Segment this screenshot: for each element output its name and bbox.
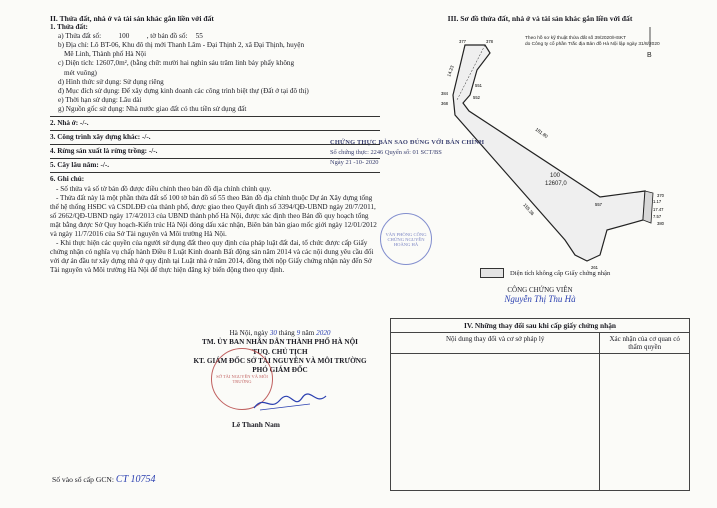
divider bbox=[50, 130, 380, 131]
point-label: 380 bbox=[657, 221, 664, 226]
signing-date bbox=[170, 329, 390, 338]
cert-stamp-line1: CHỨNG THỰC BẢN SAO ĐÚNG VỚI BẢN CHÍNH bbox=[330, 139, 485, 146]
parcel-area-label: 12607,0 bbox=[545, 181, 567, 187]
year-label: năm bbox=[301, 329, 315, 337]
term-row: e) Thời hạn sử dụng: Lâu dài bbox=[58, 95, 142, 104]
origin-row: g) Nguồn gốc sử dụng: Nhà nước giao đất có thu tiền sử dụng đất bbox=[58, 104, 247, 113]
notary-name: Nguyễn Thị Thu Hà bbox=[504, 294, 576, 304]
dimension-label: 7.57 bbox=[653, 214, 662, 219]
point-label: 552 bbox=[473, 95, 480, 100]
land-header: 1. Thửa đất: bbox=[50, 23, 88, 32]
dimension-label: 155.36 bbox=[522, 202, 536, 217]
parcel-number: 100 bbox=[118, 32, 130, 41]
point-label: 384 bbox=[441, 91, 448, 96]
use-form-row: d) Hình thức sử dụng: Sử dụng riêng bbox=[58, 77, 164, 86]
on-behalf: TUQ. CHỦ TỊCH bbox=[252, 347, 308, 356]
cert-stamp-line3: Ngày 21 -10- 2020 bbox=[330, 159, 379, 166]
notary-title: CÔNG CHỨNG VIÊN bbox=[507, 286, 573, 294]
parcel-number-label: a) Thửa đất số: bbox=[58, 32, 102, 41]
month-label: tháng bbox=[278, 329, 295, 337]
notary-block bbox=[440, 286, 640, 304]
purpose-row: đ) Mục đích sử dụng: Để xây dựng kinh doanh các công trình biệt thự (Đất ở tại đô thị) bbox=[58, 86, 309, 95]
map-section bbox=[390, 14, 690, 23]
parcel-number-label: 100 bbox=[550, 173, 561, 179]
map-note-1: Theo hồ sơ kỹ thuật thửa đất số 39/2020/HSKT bbox=[525, 36, 627, 41]
parcel-number-row bbox=[50, 32, 380, 41]
area-row-2: mét vuông) bbox=[64, 68, 97, 77]
changes-table bbox=[390, 318, 690, 491]
gcn-serial bbox=[52, 474, 155, 485]
notary-seal-icon bbox=[380, 213, 432, 265]
director-title: KT. GIÁM ĐỐC SỞ TÀI NGUYÊN VÀ MÔI TRƯỜNG bbox=[193, 356, 367, 365]
area-row: c) Diện tích: 12607,0m², (bằng chữ: mười hai nghìn sáu trăm linh bảy phẩy không bbox=[58, 59, 295, 68]
excluded-area bbox=[643, 191, 653, 223]
map-sheet-label: , tờ bản đồ số: bbox=[146, 32, 188, 41]
changes-col-confirm: Xác nhận của cơ quan có thẩm quyền bbox=[600, 333, 690, 354]
house-row: 2. Nhà ở: -/-. bbox=[50, 119, 89, 128]
point-label: 557 bbox=[595, 202, 602, 207]
seal-text: SỞ TÀI NGUYÊN VÀ MÔI TRƯỜNG bbox=[216, 374, 268, 384]
legend-text: Diện tích không cấp Giấy chứng nhận bbox=[510, 269, 611, 277]
map-sheet-number: 55 bbox=[195, 32, 203, 41]
date-prefix: Hà Nội, ngày bbox=[229, 329, 269, 337]
dimension-label: 17.47 bbox=[653, 207, 664, 212]
dimension-label: 181.80 bbox=[534, 126, 549, 140]
forest-row: 4. Rừng sản xuất là rừng trồng: -/-. bbox=[50, 147, 158, 156]
note-item: - Khi thực hiện các quyền của người sử dụng đất theo quy định của pháp luật đất đai, tổ chức được cấp Giấy chứng nhận có nghĩa vụ chấp hành Điều 8 Luật Kinh doanh Bất động sản năm 2014 và các nội dung yêu cầu đối với dự án đầu tư xây dựng nhà ở quy định tại Luật nhà ở năm 2014, đồng thời nộp Giấy chứng nhận này đến Sở Tài nguyên và Môi trường Hà Nội để thực hiện đăng ký biến động theo quy định. bbox=[50, 239, 374, 275]
changes-title: IV. Những thay đổi sau khi cấp giấy chứng nhận bbox=[391, 319, 690, 333]
date-month: 9 bbox=[296, 329, 301, 337]
certified-copy-stamp bbox=[330, 138, 500, 168]
point-label: 378 bbox=[486, 39, 493, 44]
map-legend bbox=[480, 268, 610, 278]
serial-value: CT 10754 bbox=[115, 474, 156, 485]
section-iii-title: III. Sơ đồ thửa đất, nhà ở và tài sản khác gắn liền với đất bbox=[447, 14, 633, 23]
signature-icon bbox=[250, 392, 330, 414]
dimension-label: 1.17 bbox=[653, 199, 662, 204]
date-year: 2020 bbox=[316, 329, 331, 337]
point-label: 551 bbox=[475, 83, 482, 88]
date-day: 30 bbox=[269, 329, 277, 337]
legend-swatch bbox=[480, 268, 504, 278]
compass-icon: B bbox=[647, 52, 652, 59]
notary-seal-text: VĂN PHÒNG CÔNG CHỨNG NGUYỄN HOÀNG HÀ bbox=[385, 231, 427, 247]
signature-block bbox=[170, 329, 390, 375]
authority: TM. ỦY BAN NHÂN DÂN THÀNH PHỐ HÀ NỘI bbox=[202, 338, 358, 347]
notes-header: 6. Ghi chú: bbox=[50, 175, 85, 184]
construction-row: 3. Công trình xây dựng khác: -/-. bbox=[50, 133, 151, 142]
changes-cell bbox=[600, 354, 690, 491]
map-note-2: do Công ty cổ phần Trắc địa Bản đồ Hà Nội lập ngày 31/8/2020 bbox=[525, 42, 660, 47]
deputy-title: PHÓ GIÁM ĐỐC bbox=[252, 366, 308, 375]
divider bbox=[50, 116, 380, 117]
dimension-label: 14.23 bbox=[446, 64, 455, 78]
divider bbox=[50, 172, 380, 173]
note-item: - Thửa đất này là một phần thửa đất số 100 tờ bản đồ số 55 theo Bản đồ địa chính thuộc Dự án Xây dựng tổng thể hệ thống HSĐC và CSDLĐĐ của thành phố, được giao theo Quyết định số 3394/QĐ-UBND ngày 20/7/2011, số 2662/QĐ-UBND ngày 17/4/2013 của UBND thành phố Hà Nội, được xác định theo Bản đồ quy hoạch tổng mặt bằng được Sở Quy hoạch-Kiến trúc Hà Nội đóng dấu xác nhận, Biên bản bàn giao mốc giới ngày 12/01/2012 và ngày 11/7/2016 của Sở Tài nguyên và Môi trường Hà Nội. bbox=[50, 193, 377, 238]
cert-stamp-line2: Số chứng thực: 2246 Quyển số: 01 SCT/BS bbox=[330, 149, 442, 156]
point-label: 261 bbox=[591, 265, 598, 270]
address-row-2: Mê Linh, Thành phố Hà Nội bbox=[64, 50, 147, 59]
changes-cell bbox=[391, 354, 600, 491]
address-row: b) Địa chỉ: Lô BT-06, Khu đô thị mới Thanh Lâm - Đại Thịnh 2, xã Đại Thịnh, huyện bbox=[58, 41, 305, 50]
note-item: - Số thửa và số tờ bản đồ được điều chỉnh theo bản đồ địa chính chính quy. bbox=[56, 184, 272, 193]
perennial-row: 5. Cây lâu năm: -/-. bbox=[50, 161, 110, 170]
point-label: 370 bbox=[657, 193, 664, 198]
point-label: 368 bbox=[441, 101, 448, 106]
notes-list bbox=[50, 185, 380, 276]
section-ii-title: II. Thửa đất, nhà ở và tài sản khác gắn liền với đất bbox=[50, 14, 214, 23]
changes-col-content: Nội dung thay đổi và cơ sở pháp lý bbox=[391, 333, 600, 354]
point-label: 377 bbox=[459, 39, 466, 44]
signer-name: Lê Thanh Nam bbox=[232, 420, 280, 429]
serial-label: Số vào sổ cấp GCN: bbox=[52, 475, 115, 484]
